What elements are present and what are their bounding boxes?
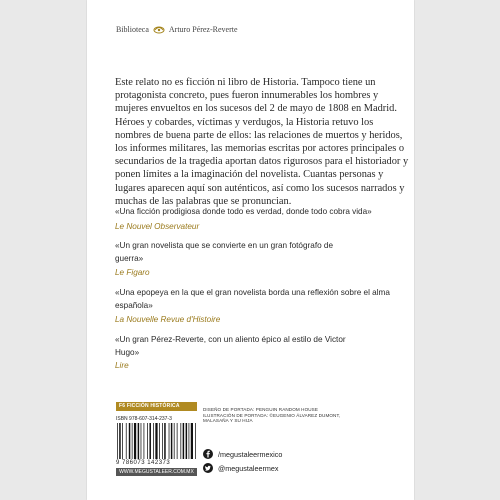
barcode-number: 9 786073 142373 bbox=[116, 460, 171, 466]
review-quote: «Un gran novelista que se convierte en un gran fotógrafo de guerra» bbox=[115, 241, 334, 263]
facebook-handle: /megustaleermexico bbox=[218, 449, 283, 459]
website-link[interactable]: WWW.MEGUSTALEER.COM.MX bbox=[116, 468, 197, 476]
review-quote: «Una epopeya en la que el gran novelista borda una reflexión sobre el alma española» bbox=[115, 288, 390, 310]
credit-line: ILUSTRACIÓN DE PORTADA: ©EUGENIO ÁLVAREZ DUMONT, bbox=[203, 412, 341, 418]
review-source: Le Nouvel Observateur bbox=[115, 222, 200, 231]
credit-line: MALASAÑA Y SU HIJA bbox=[203, 418, 253, 424]
review-source: Le Figaro bbox=[115, 268, 150, 277]
synopsis-text: Este relato no es ficción ni libro de Historia. Tampoco tiene un protagonista concreto, pues fueron innumerables los hombres y mujeres envueltos en los sucesos del 2 de mayo de 1808 en Madrid. Héroes y cobardes, víctimas y verdugos, la Historia retuvo los nombres de buena parte de ellos: las relaciones de muertos y heridos, los informes militares, las memorias escritas por actores principales o secundarios de la tragedia aportan datos rigurosos para el historiador y ponen límites a la imaginación del novelista. Cuantas personas y lugares aparecen aquí son auténticos, así como los sucesos narrados y muchas de las palabras que se pronuncian. bbox=[115, 77, 409, 207]
barcode-icon bbox=[116, 423, 197, 459]
review-source: La Nouvelle Revue d'Histoire bbox=[115, 315, 221, 324]
author-label: Arturo Pérez-Reverte bbox=[168, 25, 238, 34]
collection-logo-icon bbox=[153, 25, 165, 34]
twitter-handle: @megustaleermex bbox=[218, 463, 279, 473]
twitter-link[interactable] bbox=[203, 463, 278, 473]
credit-line: DISEÑO DE PORTADA: PENGUIN RANDOM HOUSE bbox=[203, 407, 319, 412]
genre-band: F6 FICCIÓN HISTÓRICA bbox=[116, 402, 197, 411]
review-quote: «Un gran Pérez-Reverte, con un aliento épico al estilo de Victor Hugo» bbox=[115, 335, 346, 357]
cover-credits bbox=[203, 407, 340, 424]
facebook-icon bbox=[203, 449, 213, 459]
isbn-label: ISBN 978-607-314-237-3 bbox=[116, 416, 172, 422]
collection-label: Biblioteca bbox=[116, 25, 149, 34]
collection-header bbox=[116, 25, 238, 34]
review-source: Lire bbox=[115, 361, 129, 370]
back-cover bbox=[87, 0, 414, 500]
review-quote: «Una ficción prodigiosa donde todo es verdad, donde todo cobra vida» bbox=[115, 207, 372, 216]
facebook-link[interactable] bbox=[203, 449, 282, 459]
twitter-icon bbox=[203, 463, 213, 473]
